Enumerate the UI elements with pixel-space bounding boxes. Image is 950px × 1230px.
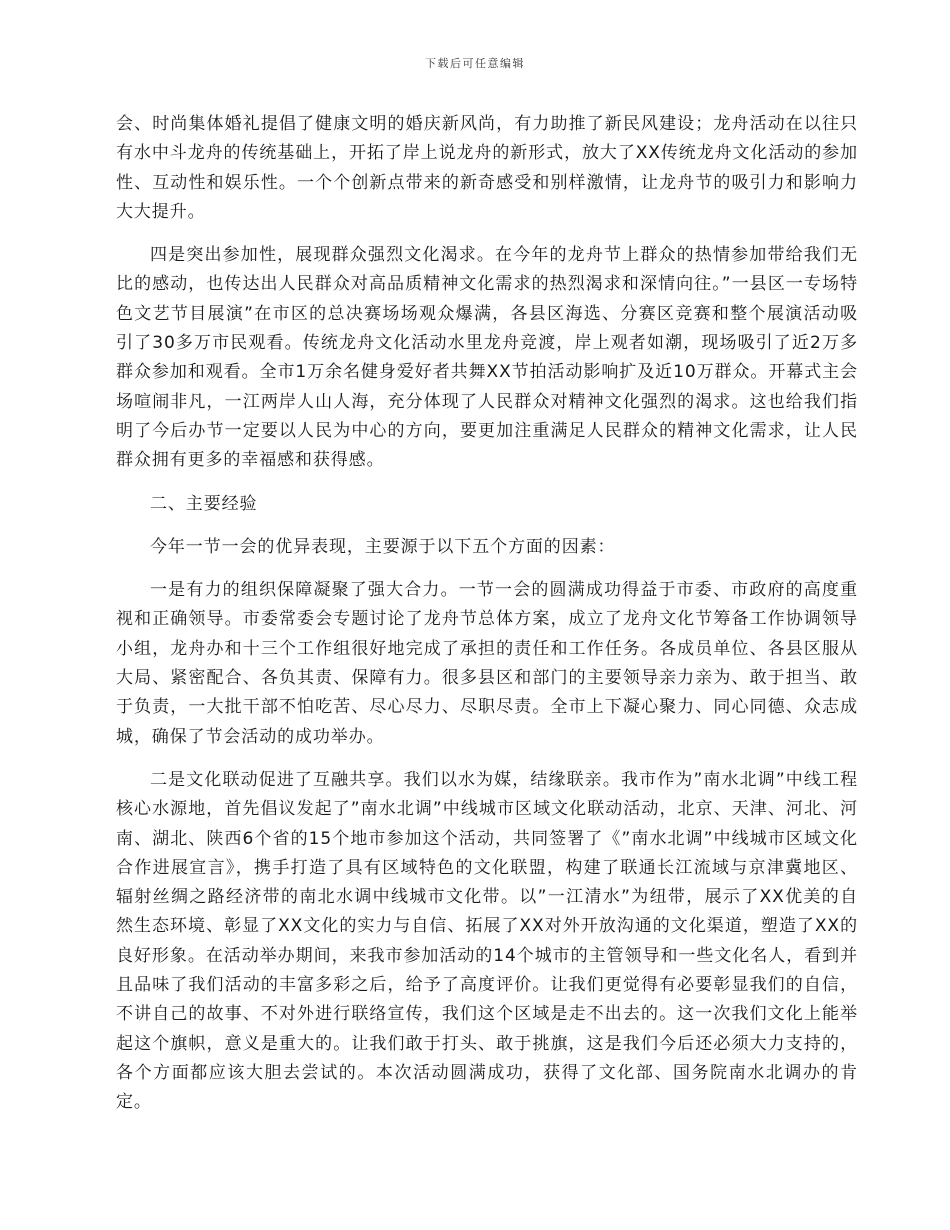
paragraph-continuation: 会、时尚集体婚礼提倡了健康文明的婚庆新风尚，有力助推了新民风建设；龙舟活动在以往只有水中斗龙舟的传统基础上，开拓了岸上说龙舟的新形式，放大了XX传统龙舟文化活动的参加性、互动性和娱乐性。一个个创新点带来的新奇感受和别样激情，让龙舟节的吸引力和影响力大大提升。 xyxy=(116,114,858,222)
page-header: 下载后可任意编辑 xyxy=(425,57,525,70)
document-body xyxy=(116,110,858,1132)
paragraph-cultural-linkage: 二是文化联动促进了互融共享。我们以水为媒，结缘联亲。我市作为”南水北调”中线工程核心水源地，首先倡议发起了”南水北调”中线城市区域文化联动活动，北京、天津、河北、河南、湖北、陕西6个省的15个地市参加这个活动，共同签署了《”南水北调”中线城市区域文化合作进展宣言》，携手打造了具有区域特色的文化联盟，构建了联通长江流域与京津冀地区、辐射丝绸之路经济带的南北水调中线城市文化带。以”一江清水”为纽带，展示了XX优美的自然生态环境、彰显了XX文化的实力与自信、拓展了XX对外开放沟通的文化渠道，塑造了XX的良好形象。在活动举办期间，来我市参加活动的14个城市的主管领导和一些文化名人，看到并且品味了我们活动的丰富多彩之后，给予了高度评价。让我们更觉得有必要彰显我们的自信，不讲自己的故事、不对外进行联络宣传，我们这个区域是走不出去的。这一次我们文化上能举起这个旗帜，意义是重大的。让我们敢于打头、敢于挑旗，这是我们今后还必须大力支持的，各个方面都应该大胆去尝试的。本次活动圆满成功，获得了文化部、国务院南水北调办的肯定。 xyxy=(116,769,858,1113)
paragraph-intro-factors: 今年一节一会的优异表现，主要源于以下五个方面的因素： xyxy=(150,536,616,557)
paragraph-participation: 四是突出参加性，展现群众强烈文化渴求。在今年的龙舟节上群众的热情参加带给我们无比的感动，也传达出人民群众对高品质精神文化需求的热烈渴求和深情向往。”一县区一专场特色文艺节目展演”在市区的总决赛场场观众爆满，各县区海选、分赛区竞赛和整个展演活动吸引了30多万市民观看。传统龙舟文化活动水里龙舟竞渡，岸上观者如潮，现场吸引了近2万多群众参加和观看。全市1万余名健身爱好者共舞XX节拍活动影响扩及近10万群众。开幕式主会场喧闹非凡，一江两岸人山人海，充分体现了人民群众对精神文化强烈的渴求。这也给我们指明了今后办节一定要以人民为中心的方向，要更加注重满足人民群众的精神文化需求，让人民群众拥有更多的幸福感和获得感。 xyxy=(116,245,858,471)
section-heading-main-experience: 二、主要经验 xyxy=(150,493,258,514)
paragraph-organization: 一是有力的组织保障凝聚了强大合力。一节一会的圆满成功得益于市委、市政府的高度重视和正确领导。市委常委会专题讨论了龙舟节总体方案，成立了龙舟文化节筹备工作协调领导小组，龙舟办和十三个工作组很好地完成了承担的责任和工作任务。各成员单位、各县区服从大局、紧密配合、各负其责、保障有力。很多县区和部门的主要领导亲力亲为、敢于担当、敢于负责，一大批干部不怕吃苦、尽心尽力、尽职尽责。全市上下凝心聚力、同心同德、众志成城，确保了节会活动的成功举办。 xyxy=(116,580,858,747)
